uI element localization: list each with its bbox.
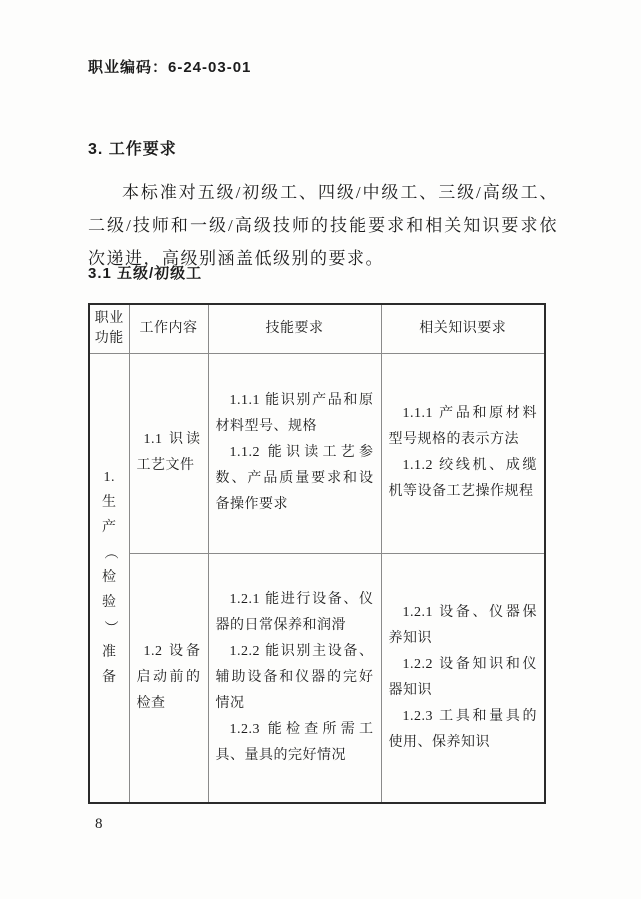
header-occupational-function: 职业功能 [89, 304, 129, 353]
skill-item: 1.2.1 能进行设备、仪器的日常保养和润滑 [215, 591, 374, 633]
knowledge-item: 1.1.2 绞线机、成缆机等设备工艺操作规程 [388, 458, 537, 499]
header-work-content: 工作内容 [129, 304, 208, 353]
occupational-function-cell [89, 353, 129, 803]
skill-requirements-cell [208, 353, 381, 553]
vertical-char: （ [101, 545, 117, 560]
header-skill-requirements: 技能要求 [208, 304, 381, 353]
knowledge-item: 1.2.3 工具和量具的使用、保养知识 [388, 708, 537, 750]
vertical-char: 产 [102, 520, 117, 536]
skill-item: 1.2.3 能检查所需工具、量具的完好情况 [215, 721, 374, 763]
skill-item: 1.1.1 能识别产品和原材料型号、规格 [215, 393, 374, 434]
skill-requirements-cell [208, 553, 381, 803]
skill-item: 1.1.2 能识读工艺参数、产品质量要求和设备操作要求 [215, 445, 374, 512]
vertical-char: 备 [102, 670, 117, 686]
vertical-char: 检 [102, 570, 117, 586]
page-number: 8 [95, 816, 103, 832]
vertical-char: ） [101, 620, 117, 635]
knowledge-item: 1.2.2 设备知识和仪器知识 [388, 656, 537, 698]
subsection-heading: 3.1 五级/初级工 [88, 265, 203, 282]
header-knowledge-requirements: 相关知识要求 [381, 304, 545, 353]
work-content-text: 1.1 识读工艺文件 [136, 432, 201, 473]
work-content-cell [129, 553, 208, 803]
section-heading: 3. 工作要求 [88, 141, 177, 158]
knowledge-item: 1.2.1 设备、仪器保养知识 [388, 604, 537, 646]
requirements-table [88, 303, 546, 804]
vertical-char: 验 [102, 595, 117, 611]
intro-paragraph: 本标准对五级/初级工、四级/中级工、三级/高级工、二级/技师和一级/高级技师的技能要求和相关知识要求依次递进，高级别涵盖低级别的要求。 [88, 183, 558, 268]
work-content-text: 1.2 设备启动前的检查 [136, 643, 201, 711]
work-content-cell [129, 353, 208, 553]
knowledge-requirements-cell [381, 553, 545, 803]
occupation-code: 职业编码：6-24-03-01 [88, 59, 252, 76]
table-header-row [89, 304, 545, 353]
vertical-char: 生 [102, 495, 117, 511]
skill-item: 1.2.2 能识别主设备、辅助设备和仪器的完好情况 [215, 643, 374, 711]
vertical-function-label [97, 470, 122, 685]
table-row [89, 553, 545, 803]
knowledge-item: 1.1.1 产品和原材料型号规格的表示方法 [388, 406, 537, 447]
knowledge-requirements-cell [381, 353, 545, 553]
vertical-char: 1. [103, 470, 115, 486]
vertical-char: 准 [102, 645, 117, 661]
table-row [89, 353, 545, 553]
